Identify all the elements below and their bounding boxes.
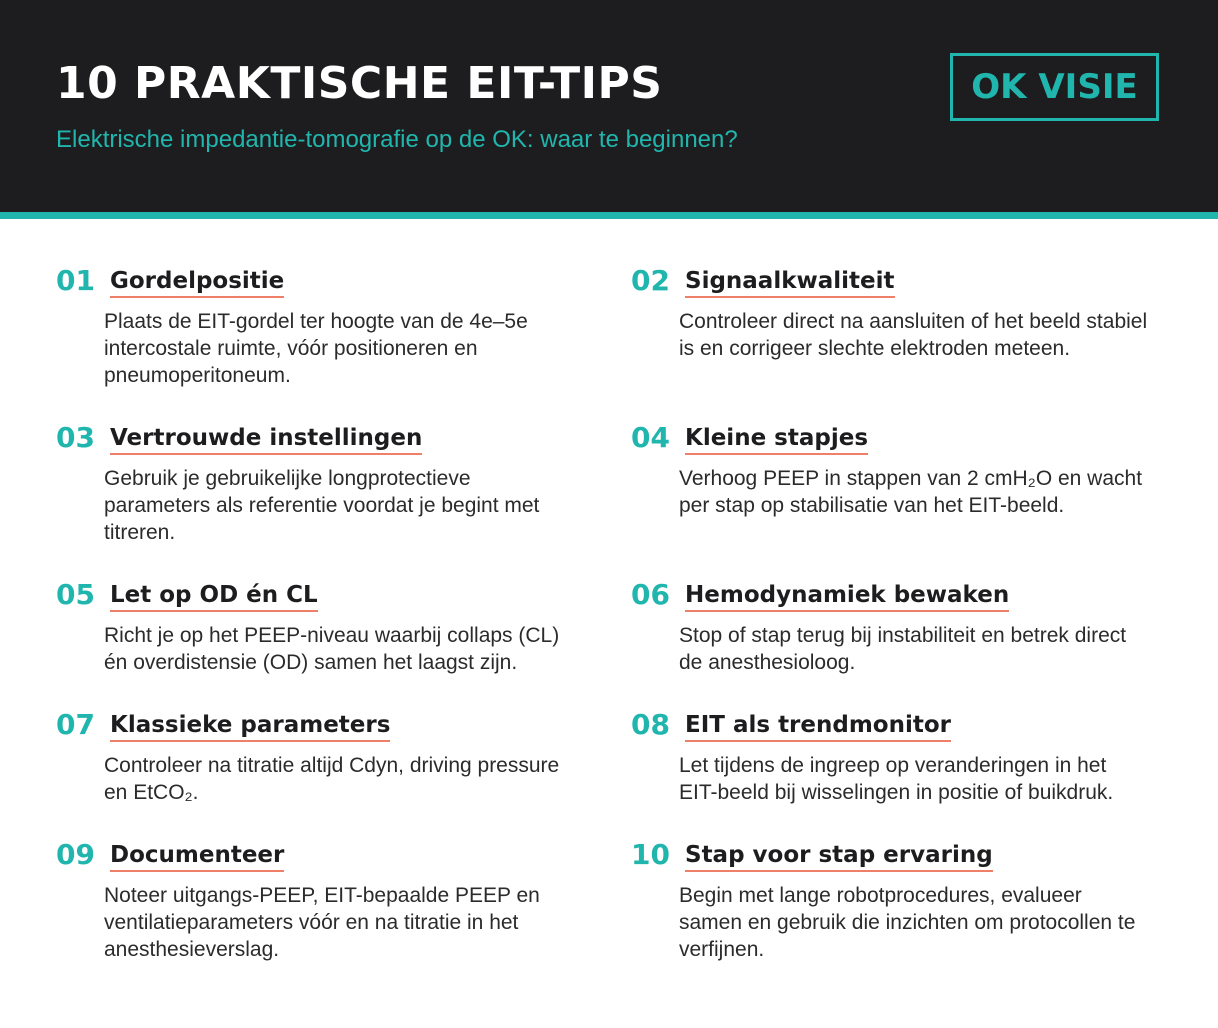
tip-title: Klassieke parameters [110, 710, 390, 742]
page-title: 10 PRAKTISCHE EIT-TIPS [56, 58, 663, 109]
brand-logo: OK VISIE [950, 53, 1159, 121]
tip-body: Controleer direct na aansluiten of het beeld stabiel is en corrigeer slechte elektroden meteen. [679, 310, 1148, 360]
tip-title: EIT als trendmonitor [685, 710, 951, 742]
tip-number: 08 [631, 708, 670, 741]
header-banner [0, 0, 1218, 212]
tip-body: Stop of stap terug bij instabiliteit en betrek direct de anesthesioloog. [679, 624, 1127, 674]
tip-number: 07 [56, 708, 95, 741]
tip-title: Signaalkwaliteit [685, 266, 895, 298]
tip-body: Verhoog PEEP in stappen van 2 cmH₂O en wacht per stap op stabilisatie van het EIT-beeld. [679, 467, 1143, 517]
tips-grid [0, 219, 1218, 1028]
tip-title: Vertrouwde instellingen [110, 423, 422, 455]
tip-title: Let op OD én CL [110, 580, 318, 612]
tip-body: Begin met lange robotprocedures, evalueer samen en gebruik die inzichten om protocollen te verfijnen. [679, 884, 1136, 961]
tip-body: Noteer uitgangs-PEEP, EIT-bepaalde PEEP en ventilatieparameters vóór en na titratie in het anesthesieverslag. [104, 884, 540, 961]
tip-number: 02 [631, 264, 670, 297]
tip-body: Plaats de EIT-gordel ter hoogte van de 4e–5e intercostale ruimte, vóór positioneren en pneumoperitoneum. [104, 310, 528, 387]
tip-title: Gordelpositie [110, 266, 284, 298]
tip-body: Let tijdens de ingreep op veranderingen in het EIT-beeld bij wisselingen in positie of buikdruk. [679, 754, 1114, 804]
tip-body: Richt je op het PEEP-niveau waarbij collaps (CL) én overdistensie (OD) samen het laagst zijn. [104, 624, 560, 674]
tip-number: 04 [631, 421, 670, 454]
tip-title: Kleine stapjes [685, 423, 868, 455]
accent-divider [0, 212, 1218, 219]
tip-number: 09 [56, 838, 95, 871]
tip-body: Gebruik je gebruikelijke longprotectieve parameters als referentie voordat je begint met titreren. [104, 467, 540, 544]
tip-number: 05 [56, 578, 95, 611]
tip-number: 03 [56, 421, 95, 454]
tip-title: Hemodynamiek bewaken [685, 580, 1009, 612]
tip-body: Controleer na titratie altijd Cdyn, driving pressure en EtCO₂. [104, 754, 560, 804]
page-subtitle: Elektrische impedantie-tomografie op de OK: waar te beginnen? [56, 126, 738, 153]
tip-title: Documenteer [110, 840, 284, 872]
tip-number: 10 [631, 838, 670, 871]
tip-number: 06 [631, 578, 670, 611]
tip-title: Stap voor stap ervaring [685, 840, 993, 872]
tip-number: 01 [56, 264, 95, 297]
